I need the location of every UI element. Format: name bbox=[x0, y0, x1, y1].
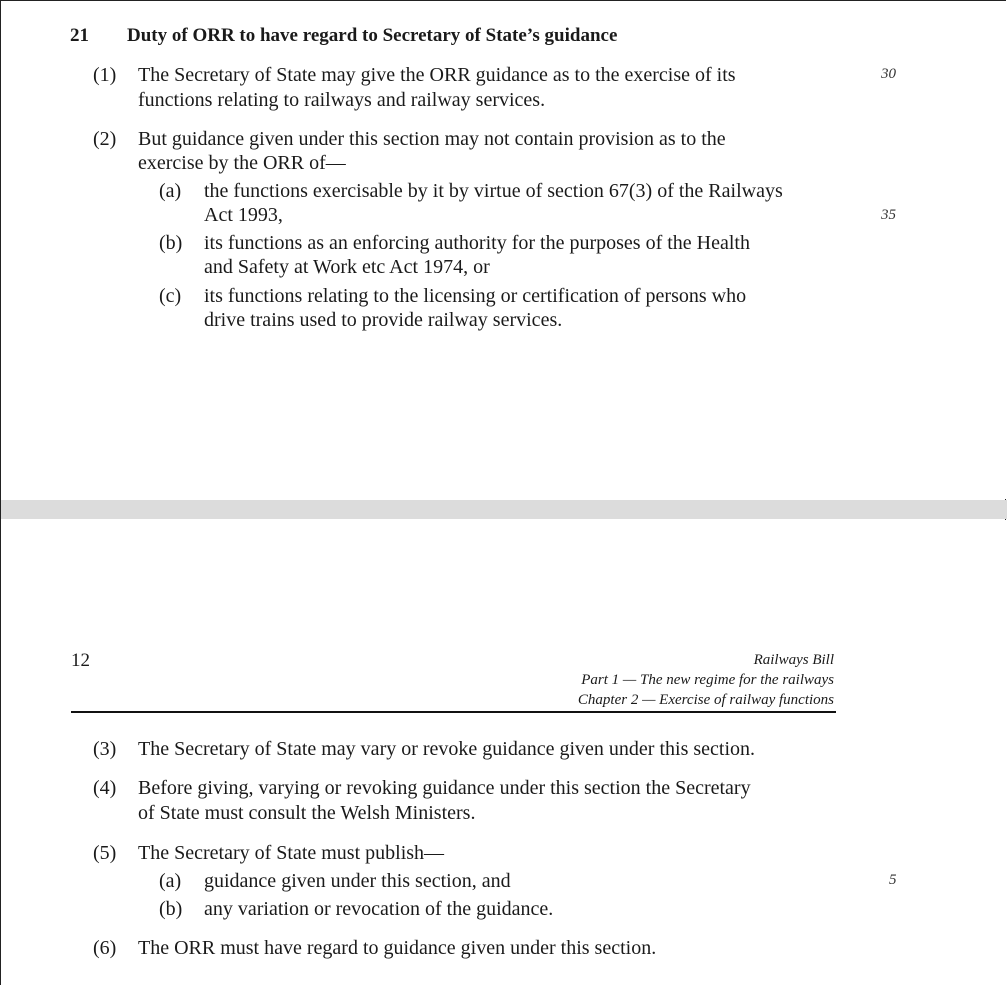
paragraph-5b-number: (b) bbox=[159, 898, 183, 920]
paragraph-2a-number: (a) bbox=[159, 180, 182, 202]
running-head-part: Part 1 — The new regime for the railways bbox=[581, 672, 834, 688]
subsection-3-number: (3) bbox=[93, 738, 117, 760]
paragraph-5b-line-1: any variation or revocation of the guidance. bbox=[204, 898, 554, 920]
paragraph-2b-line-1: its functions as an enforcing authority for the purposes of the Health bbox=[204, 232, 750, 254]
subsection-6-line-1: The ORR must have regard to guidance given under this section. bbox=[138, 937, 657, 959]
paragraph-2b-line-2: and Safety at Work etc Act 1974, or bbox=[204, 256, 490, 278]
subsection-4-line-1: Before giving, varying or revoking guidance under this section the Secretary bbox=[138, 777, 751, 799]
subsection-1-line-1: The Secretary of State may give the ORR guidance as to the exercise of its bbox=[138, 64, 736, 86]
paragraph-2a-line-2: Act 1993, bbox=[204, 204, 283, 226]
document-page-bottom bbox=[1, 520, 1007, 985]
subsection-5-number: (5) bbox=[93, 842, 117, 864]
header-rule bbox=[71, 711, 836, 713]
section-title: Duty of ORR to have regard to Secretary of State’s guidance bbox=[127, 25, 618, 46]
line-number-30: 30 bbox=[881, 66, 896, 82]
running-head-title: Railways Bill bbox=[753, 652, 834, 668]
subsection-5-line-1: The Secretary of State must publish— bbox=[138, 842, 445, 864]
subsection-1-line-2: functions relating to railways and railway services. bbox=[138, 89, 546, 111]
subsection-4-line-2: of State must consult the Welsh Ministers. bbox=[138, 802, 476, 824]
line-number-35: 35 bbox=[881, 207, 896, 223]
page-separator bbox=[1, 500, 1007, 519]
document-page-top bbox=[1, 1, 1007, 499]
subsection-6-number: (6) bbox=[93, 937, 117, 959]
subsection-2-line-2: exercise by the ORR of— bbox=[138, 152, 346, 174]
subsection-1-number: (1) bbox=[93, 64, 117, 86]
paragraph-2c-number: (c) bbox=[159, 285, 182, 307]
paragraph-2b-number: (b) bbox=[159, 232, 183, 254]
subsection-2-number: (2) bbox=[93, 128, 117, 150]
running-head bbox=[578, 650, 834, 710]
section-number: 21 bbox=[70, 25, 89, 46]
subsection-2-line-1: But guidance given under this section may not contain provision as to the bbox=[138, 128, 726, 150]
line-number-5: 5 bbox=[889, 872, 897, 888]
subsection-4-number: (4) bbox=[93, 777, 117, 799]
subsection-3-line-1: The Secretary of State may vary or revoke guidance given under this section. bbox=[138, 738, 756, 760]
page-number: 12 bbox=[71, 650, 90, 671]
paragraph-2a-line-1: the functions exercisable by it by virtue of section 67(3) of the Railways bbox=[204, 180, 783, 202]
paragraph-5a-number: (a) bbox=[159, 870, 182, 892]
paragraph-2c-line-1: its functions relating to the licensing or certification of persons who bbox=[204, 285, 747, 307]
paragraph-2c-line-2: drive trains used to provide railway services. bbox=[204, 309, 563, 331]
paragraph-5a-line-1: guidance given under this section, and bbox=[204, 870, 511, 892]
running-head-chapter: Chapter 2 — Exercise of railway functions bbox=[577, 692, 834, 708]
